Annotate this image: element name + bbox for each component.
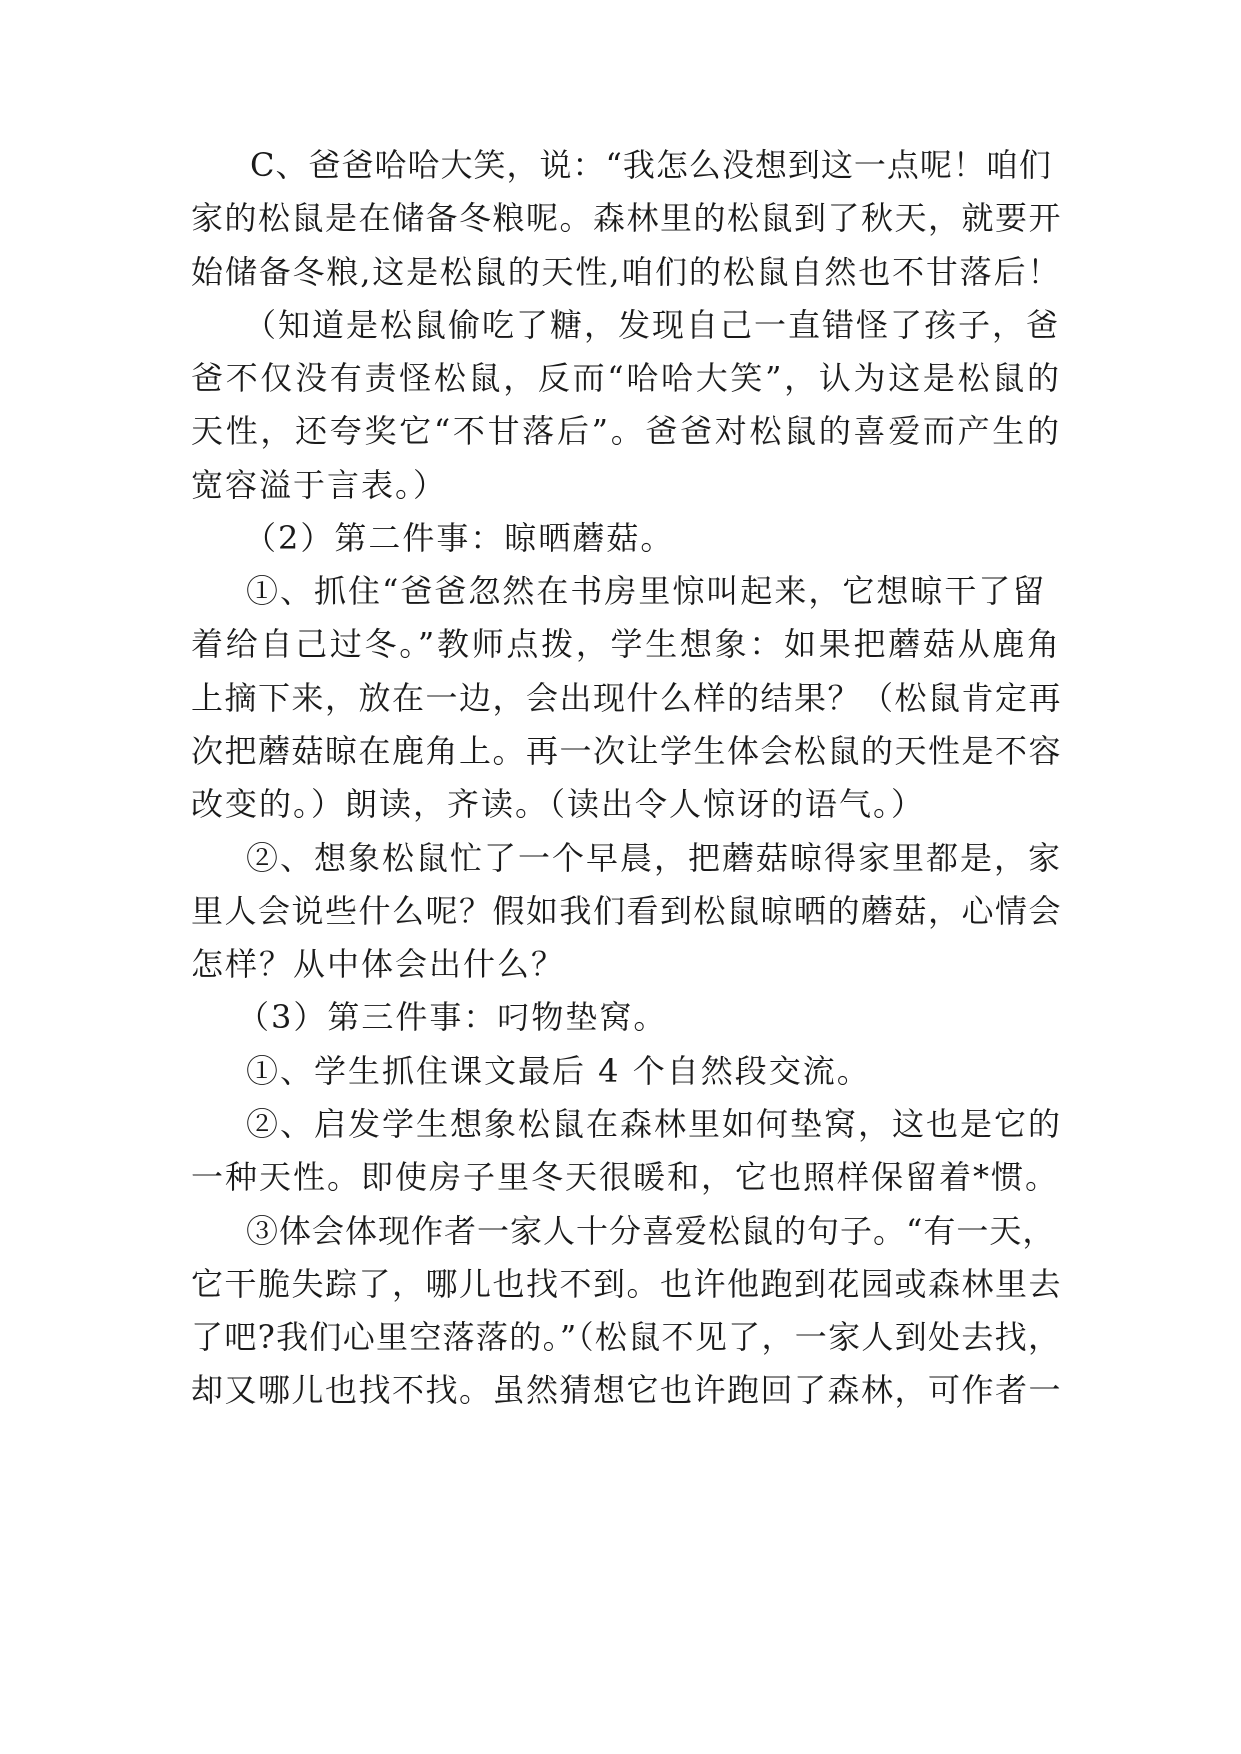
text-line-16: 怎样？从中体会出什么？ <box>191 945 566 983</box>
text-line-10: 着给自己过冬。”教师点拨，学生想象：如果把蘑菇从鹿角 <box>191 625 1061 663</box>
text-line-14: ②、想象松鼠忙了一个早晨，把蘑菇晾得家里都是，家 <box>246 839 1063 877</box>
text-line-3: 始储备冬粮,这是松鼠的天性,咱们的松鼠自然也不甘落后！ <box>191 253 1061 291</box>
text-line-22: 它干脆失踪了，哪儿也找不到。也许他跑到花园或森林里去 <box>191 1265 1063 1303</box>
text-line-12: 次把蘑菇晾在鹿角上。再一次让学生体会松鼠的天性是不容 <box>191 732 1063 770</box>
text-line-24: 却又哪儿也找不找。虽然猜想它也许跑回了森林，可作者一 <box>191 1371 1063 1409</box>
text-line-5: 爸不仅没有责怪松鼠，反而“哈哈大笑”，认为这是松鼠的 <box>191 359 1061 397</box>
text-line-13: 改变的。）朗读，齐读。（读出令人惊讶的语气。） <box>191 785 926 823</box>
text-line-2: 家的松鼠是在储备冬粮呢。森林里的松鼠到了秋天，就要开 <box>191 199 1063 237</box>
text-line-6: 天性，还夸奖它“不甘落后”。爸爸对松鼠的喜爱而产生的 <box>191 412 1061 450</box>
text-line-11: 上摘下来，放在一边，会出现什么样的结果？（松鼠肯定再 <box>191 679 1063 717</box>
text-line-18: ①、学生抓住课文最后 4 个自然段交流。 <box>246 1052 871 1090</box>
text-line-21: ③体会体现作者一家人十分喜爱松鼠的句子。“有一天， <box>246 1212 1056 1250</box>
text-line-17: （3）第三件事：叼物垫窝。 <box>237 998 668 1036</box>
text-line-19: ②、启发学生想象松鼠在森林里如何垫窝，这也是它的 <box>246 1105 1063 1143</box>
text-line-9: ①、抓住“爸爸忽然在书房里惊叫起来，它想晾干了留 <box>246 572 1047 610</box>
text-line-7: 宽容溢于言表。） <box>191 466 448 504</box>
text-line-1: C、爸爸哈哈大笑，说：“我怎么没想到这一点呢！咱们 <box>250 146 1052 184</box>
text-line-15: 里人会说些什么呢？假如我们看到松鼠晾晒的蘑菇，心情会 <box>191 892 1063 930</box>
text-line-8: （2）第二件事：晾晒蘑菇。 <box>244 519 675 557</box>
text-line-4: （知道是松鼠偷吃了糖，发现自己一直错怪了孩子，爸 <box>244 306 1061 344</box>
text-line-20: 一种天性。即使房子里冬天很暖和，它也照样保留着*惯。 <box>191 1158 1060 1196</box>
text-line-23: 了吧?我们心里空落落的。”（松鼠不见了，一家人到处去找， <box>191 1318 1061 1356</box>
